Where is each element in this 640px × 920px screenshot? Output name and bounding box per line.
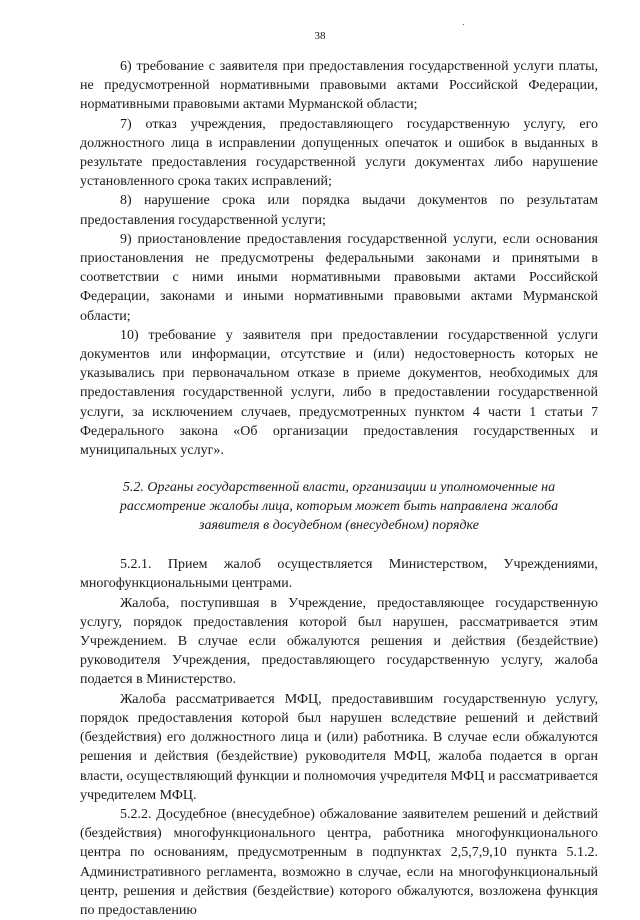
paragraph-5-2-2: 5.2.2. Досудебное (внесудебное) обжалование заявителем решений и действий (бездействия) многофункционального центра, работника многофункционального центра по основаниям, предусмотренным в подпунктах 2,5,7,9,10 пункта 5.1.2. Административного регламента, возможно в случае, если на многофункциональный центр, решения и действия (бездействие) которого обжалуются, возложена функция по предоставлению <box>80 806 598 918</box>
page-body <box>80 57 598 920</box>
section-heading-5-2: 5.2. Органы государственной власти, организации и уполномоченные на рассмотрение жалобы лица, которым может быть направлена жалоба заявителя в досудебном (внесудебном) порядке <box>119 480 559 534</box>
paragraph-complaint-institution: Жалоба, поступившая в Учреждение, предоставляющее государственную услугу, порядок предоставления которой был нарушен, рассматривается этим Учреждением. В случае если обжалуются решения и действия (бездействие) руководителя Учреждения, предоставляющего государственную услугу, жалоба подается в Министерство. <box>80 595 598 688</box>
list-item-10: 10) требование у заявителя при предоставлении государственной услуги документов или информации, отсутствие и (или) недостоверность которых не указывались при первоначальном отказе в приеме документов, необходимых для предоставления государственной услуги, либо в предоставлении государственной услуги, за исключением случаев, предусмотренных пунктом 4 части 1 статьи 7 Федерального закона «Об организации предоставления государственных и муниципальных услуг». <box>80 327 598 459</box>
page-number: 38 <box>314 30 326 42</box>
scan-speck <box>463 24 464 25</box>
list-item-7: 7) отказ учреждения, предоставляющего государственную услугу, его должностного лица в исправлении допущенных опечаток и ошибок в выданных в результате предоставления государственной услуги документах либо нарушение установленного срока таких исправлений; <box>80 116 598 190</box>
list-item-6: 6) требование с заявителя при предоставления государственной услуги платы, не предусмотренной нормативными правовыми актами Российской Федерации, нормативными правовыми актами Мурманской области; <box>80 59 598 113</box>
paragraph-complaint-mfc: Жалоба рассматривается МФЦ, предоставившим государственную услугу, порядок предоставления которой был нарушен вследствие решений и действий (бездействия) его должностного лица и (или) работника. В случае если обжалуются решения и действия (бездействие) руководителя МФЦ, жалоба подается в орган власти, осуществляющий функции и полномочия учредителя МФЦ и рассматривается учредителем МФЦ. <box>80 691 598 803</box>
paragraph-5-2-1: 5.2.1. Прием жалоб осуществляется Министерством, Учреждениями, многофункциональными центрами. <box>80 557 598 592</box>
list-item-8: 8) нарушение срока или порядка выдачи документов по результатам предоставления государственной услуги; <box>80 193 598 228</box>
list-item-9: 9) приостановление предоставления государственной услуги, если основания приостановления не предусмотрены федеральными законами и принятыми в соответствии с ними иными нормативными правовыми актами Российской Федерации, законами и иными нормативными правовыми актами Мурманской области; <box>80 231 598 324</box>
